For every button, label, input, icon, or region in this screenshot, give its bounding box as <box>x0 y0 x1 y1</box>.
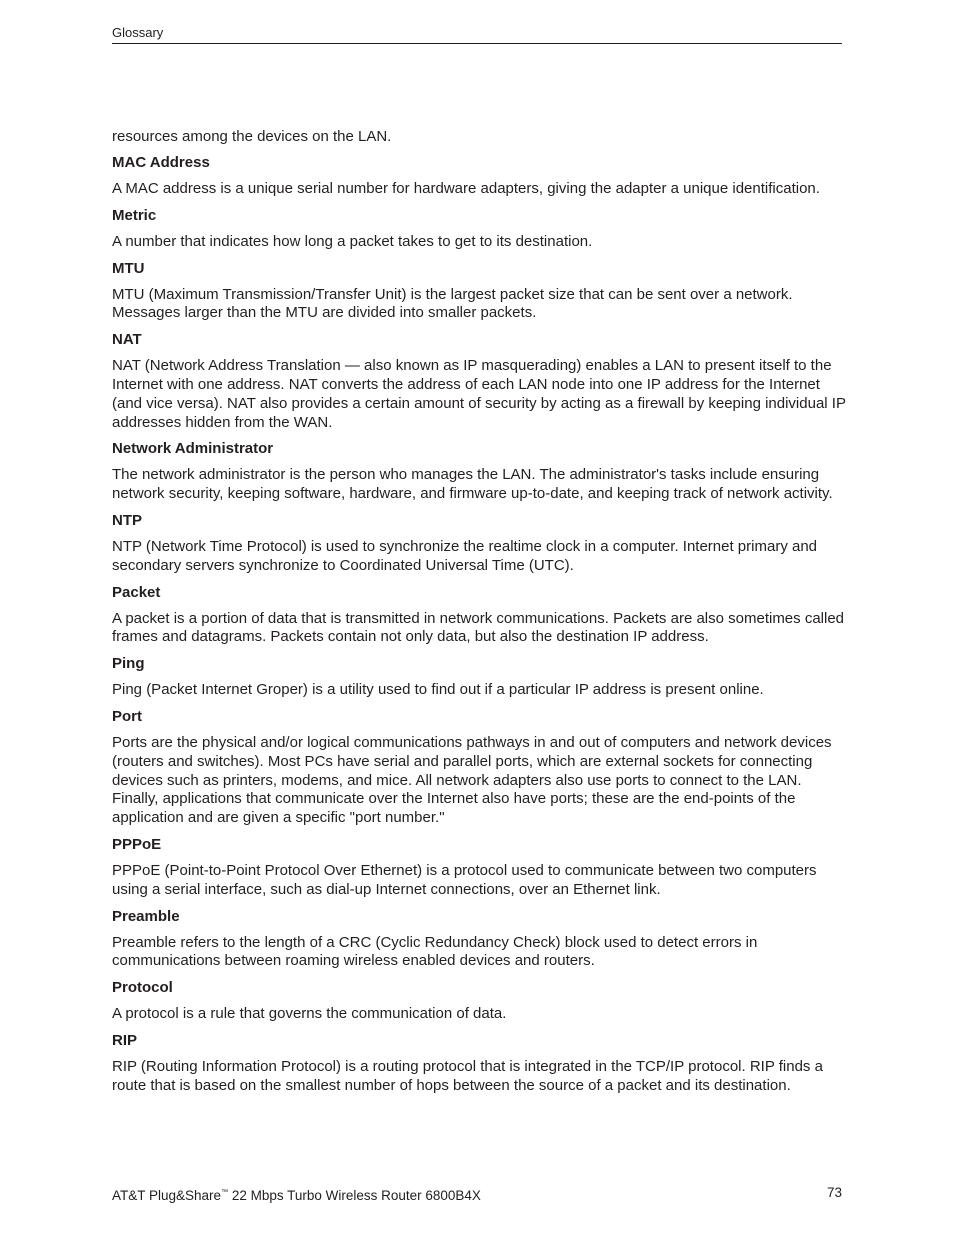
section-title: Glossary <box>112 25 164 40</box>
glossary-term: Port <box>112 707 142 725</box>
glossary-term: Preamble <box>112 907 180 925</box>
glossary-term: Metric <box>112 206 157 224</box>
glossary-definition: A number that indicates how long a packet takes to get to its destination. <box>112 232 593 250</box>
page-header <box>112 25 842 44</box>
glossary-definition: A packet is a portion of data that is transmitted in network communications. Packets are also sometimes called frames and datagrams. Packets contain not only data, but also the destination IP address. <box>112 609 845 646</box>
glossary-entries <box>112 153 852 1096</box>
trademark-symbol: ™ <box>221 1189 229 1196</box>
glossary-term: PPPoE <box>112 835 162 853</box>
glossary-term: Network Administrator <box>112 440 274 458</box>
footer-product-title <box>112 1184 481 1205</box>
glossary-definition: The network administrator is the person who manages the LAN. The administrator's tasks include ensuring network security, keeping software, hardware, and firmware up-to-date, and keeping track of network activity. <box>112 466 833 503</box>
glossary-definition: A protocol is a rule that governs the communication of data. <box>112 1005 507 1023</box>
footer-brand: AT&T Plug&Share <box>112 1188 222 1203</box>
glossary-term: Packet <box>112 583 161 601</box>
footer-product: 22 Mbps Turbo Wireless Router 6800B4X <box>228 1188 481 1203</box>
glossary-term: MAC Address <box>112 154 210 171</box>
glossary-definition: NTP (Network Time Protocol) is used to synchronize the realtime clock in a computer. Internet primary and secondary servers synchronize to Coordinated Universal Time (UTC). <box>112 537 818 574</box>
glossary-definition: PPPoE (Point-to-Point Protocol Over Ethernet) is a protocol used to communicate between two computers using a serial interface, such as dial-up Internet connections, over an Ethernet link. <box>112 861 817 898</box>
glossary-definition: Ping (Packet Internet Groper) is a utility used to find out if a particular IP address is present online. <box>112 681 764 699</box>
glossary-definition: NAT (Network Address Translation — also known as IP masquerading) enables a LAN to present itself to the Internet with one address. NAT converts the address of each LAN node into one IP address for the Internet (and vice versa). NAT also provides a certain amount of security by acting as a firewall by keeping individual IP addresses hidden from the WAN. <box>112 357 846 431</box>
glossary-content <box>112 127 852 1103</box>
glossary-definition: Preamble refers to the length of a CRC (Cyclic Redundancy Check) block used to detect errors in communications between roaming wireless enabled devices and routers. <box>112 933 758 970</box>
glossary-term: NTP <box>112 511 142 529</box>
glossary-definition: Ports are the physical and/or logical communications pathways in and out of computers and network devices (routers and switches). Most PCs have serial and parallel ports, which are external sockets for connecting devices such as printers, modems, and mice. All network adapters also use ports to connect to the LAN. Finally, applications that communicate over the Internet also have ports; these are the end-points of the application and are given a specific "port number." <box>112 733 832 827</box>
glossary-term: NAT <box>112 331 142 349</box>
glossary-definition: MTU (Maximum Transmission/Transfer Unit) is the largest packet size that can be sent over a network. Messages larger than the MTU are divided into smaller packets. <box>112 285 793 322</box>
glossary-definition: RIP (Routing Information Protocol) is a routing protocol that is integrated in the TCP/IP protocol. RIP finds a route that is based on the smallest number of hops between the source of a packet and its destination. <box>112 1057 823 1094</box>
glossary-term: MTU <box>112 259 145 277</box>
glossary-term: RIP <box>112 1031 138 1049</box>
glossary-term: Protocol <box>112 979 173 997</box>
glossary-definition: A MAC address is a unique serial number for hardware adapters, giving the adapter a unique identification. <box>112 180 820 197</box>
continued-text: resources among the devices on the LAN. <box>112 128 392 145</box>
glossary-term: Ping <box>112 655 145 673</box>
page-number: 73 <box>826 1185 842 1200</box>
